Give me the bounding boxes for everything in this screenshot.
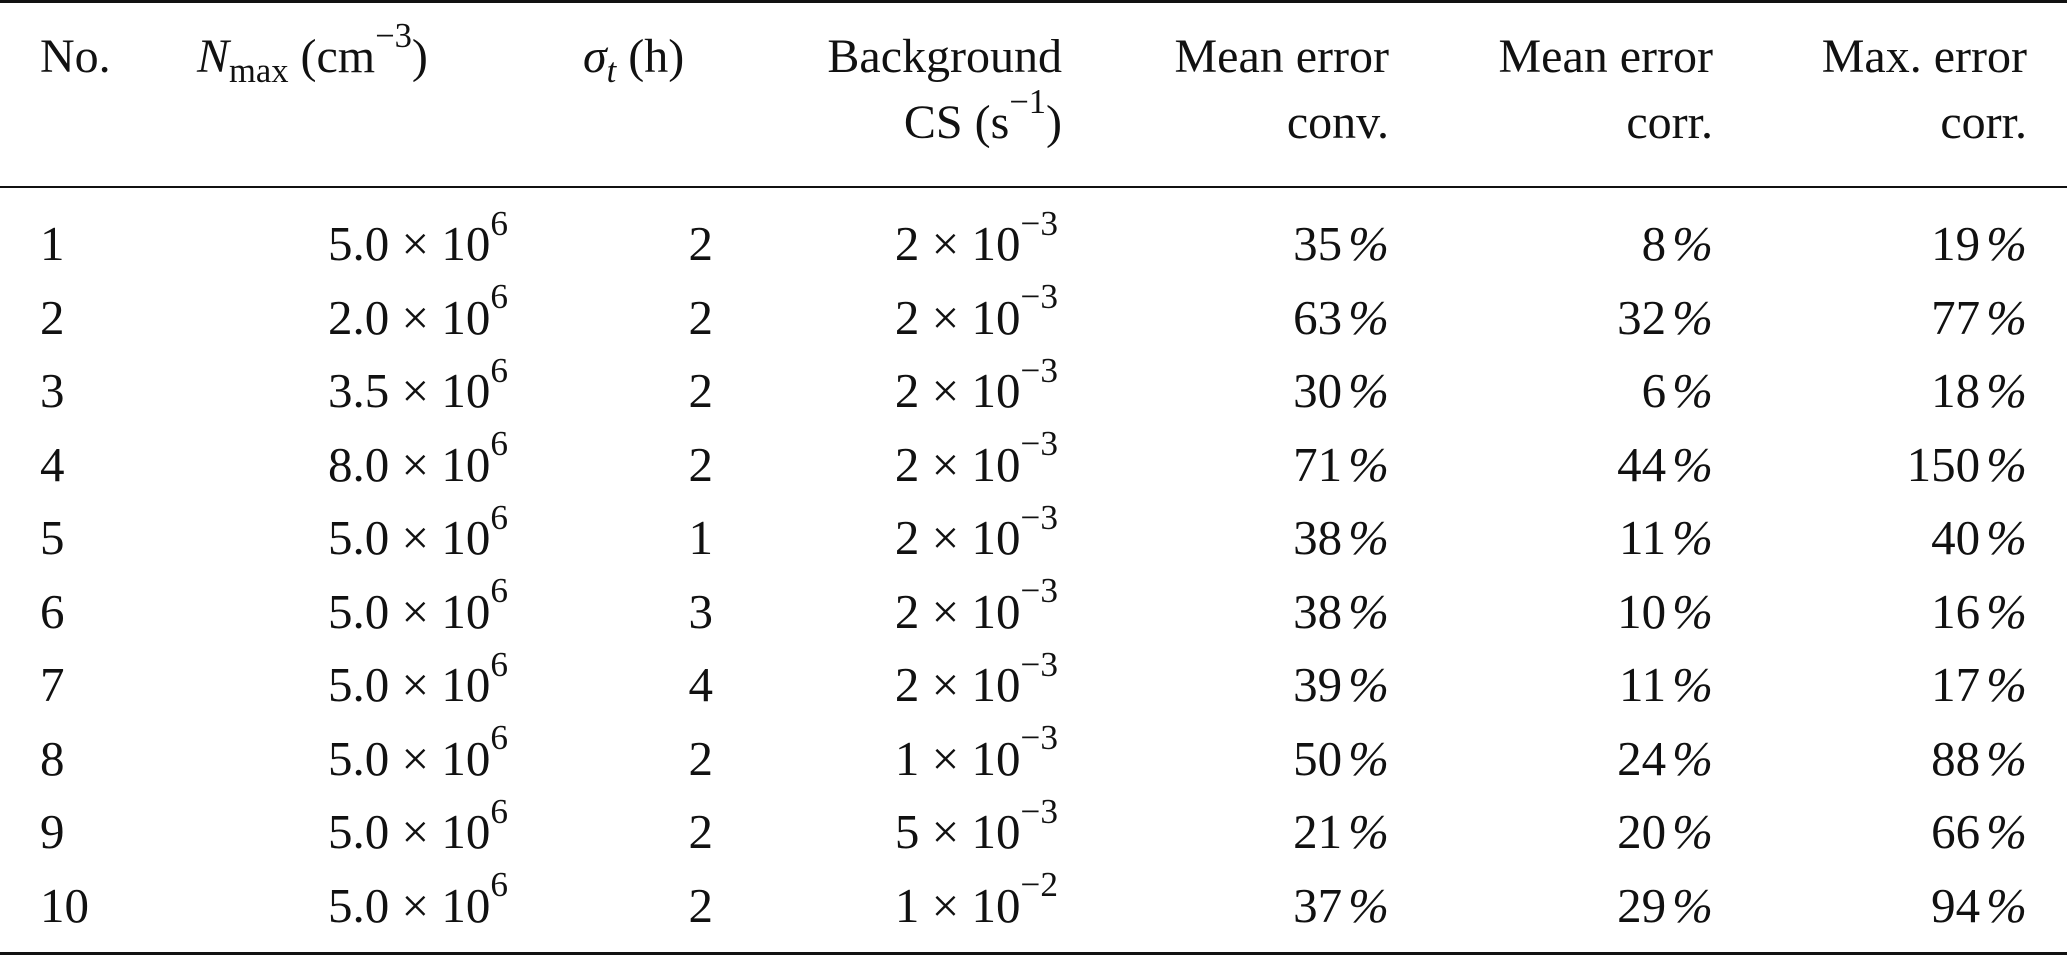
nmax-unit-post: ): [411, 30, 428, 83]
cell-mean-error-conv: [1293, 354, 1389, 427]
cell-max-error-corr: [1907, 428, 2027, 501]
cell-mean-corr-value: 20: [1617, 804, 1667, 859]
cell-nmax-mantissa: 5.0 × 10: [327, 730, 491, 786]
cell-bg-exponent: −3: [1020, 203, 1058, 243]
cell-no: 7: [40, 657, 65, 712]
cell-bg-mantissa: 1 × 10: [894, 877, 1021, 933]
cell-background-cs: [894, 644, 1058, 721]
cell-nmax-mantissa: 5.0 × 10: [327, 216, 491, 271]
cell-background-cs: [894, 350, 1058, 427]
cell-bg-exponent: −2: [1020, 865, 1058, 905]
header-background-cs: [827, 24, 1062, 156]
cell-nmax-mantissa: 2.0 × 10: [327, 289, 491, 345]
cell-nmax-mantissa: 5.0 × 10: [327, 877, 491, 933]
cell-mean-conv-value: 37: [1293, 877, 1343, 933]
nmax-symbol: N: [197, 30, 230, 83]
header-background-exponent: −1: [1009, 83, 1047, 122]
cell-nmax-mantissa: 3.5 × 10: [327, 363, 491, 418]
cell-nmax-exponent: 6: [490, 424, 508, 464]
percent-sign: %: [1672, 363, 1713, 418]
cell-max-error-corr: [1931, 354, 2027, 427]
percent-sign: %: [1348, 436, 1389, 492]
cell-sigma: 4: [688, 657, 713, 712]
cell-nmax-exponent: 6: [490, 350, 508, 390]
table-header: [0, 0, 2067, 186]
cell-max-error-corr: [1931, 648, 2027, 721]
percent-sign: %: [1986, 363, 2027, 418]
percent-sign: %: [1672, 216, 1713, 271]
percent-sign: %: [1348, 877, 1389, 933]
cell-mean-error-corr: [1617, 795, 1713, 868]
percent-sign: %: [1672, 804, 1713, 859]
cell-nmax-exponent: 6: [490, 497, 508, 537]
table-row: [0, 644, 2067, 721]
percent-sign: %: [1348, 804, 1389, 859]
cell-no: 1: [40, 216, 65, 271]
cell-sigma: 2: [688, 363, 713, 418]
cell-mean-error-corr: [1619, 648, 1713, 721]
cell-max-corr-value: 18: [1931, 363, 1981, 418]
cell-mean-corr-value: 24: [1617, 730, 1667, 786]
cell-max-error-corr: [1931, 869, 2027, 942]
cell-max-error-corr: [1931, 501, 2027, 574]
cell-bg-mantissa: 2 × 10: [894, 363, 1021, 418]
cell-nmax: [327, 644, 508, 721]
cell-bg-exponent: −3: [1020, 350, 1058, 390]
cell-mean-error-conv: [1293, 575, 1389, 648]
percent-sign: %: [1672, 657, 1713, 712]
table-row: [0, 571, 2067, 648]
percent-sign: %: [1348, 657, 1389, 712]
cell-bg-mantissa: 2 × 10: [894, 436, 1021, 492]
cell-background-cs: [894, 203, 1058, 280]
cell-no: 10: [40, 877, 89, 933]
cell-nmax-exponent: 6: [490, 203, 508, 243]
header-max-corr-line2: corr.: [1940, 96, 2027, 149]
cell-mean-corr-value: 11: [1618, 657, 1667, 712]
nmax-subscript: max: [229, 51, 289, 90]
sigma-subscript: t: [606, 51, 617, 90]
cell-nmax: [327, 424, 508, 501]
cell-max-corr-value: 16: [1931, 583, 1981, 639]
cell-bg-exponent: −3: [1020, 644, 1058, 684]
cell-bg-mantissa: 2 × 10: [894, 216, 1021, 271]
cell-bg-mantissa: 2 × 10: [894, 583, 1021, 639]
cell-max-error-corr: [1931, 207, 2027, 280]
cell-mean-conv-value: 38: [1293, 583, 1343, 639]
percent-sign: %: [1348, 363, 1389, 418]
header-mean-conv-line2: conv.: [1286, 96, 1389, 149]
cell-bg-exponent: −3: [1020, 497, 1058, 537]
cell-sigma: 1: [688, 510, 713, 565]
cell-sigma: 2: [688, 730, 713, 786]
cell-mean-conv-value: 39: [1293, 657, 1343, 712]
cell-bg-mantissa: 2 × 10: [894, 510, 1021, 565]
cell-mean-error-conv: [1293, 501, 1389, 574]
percent-sign: %: [1986, 804, 2027, 859]
cell-max-corr-value: 17: [1931, 657, 1981, 712]
cell-nmax-exponent: 6: [490, 644, 508, 684]
cell-mean-error-corr: [1617, 428, 1713, 501]
cell-nmax-exponent: 6: [490, 571, 508, 611]
cell-no: 4: [40, 436, 65, 492]
percent-sign: %: [1986, 510, 2027, 565]
nmax-unit-pre: (cm: [300, 30, 376, 83]
cell-max-corr-value: 94: [1931, 877, 1981, 933]
percent-sign: %: [1672, 730, 1713, 786]
percent-sign: %: [1672, 877, 1713, 933]
cell-max-error-corr: [1931, 281, 2027, 354]
cell-mean-conv-value: 30: [1293, 363, 1343, 418]
cell-max-corr-value: 150: [1906, 436, 1981, 492]
percent-sign: %: [1672, 436, 1713, 492]
cell-mean-corr-value: 10: [1617, 583, 1667, 639]
cell-background-cs: [894, 277, 1058, 354]
cell-mean-error-conv: [1293, 722, 1389, 795]
cell-sigma: 2: [688, 216, 713, 271]
table-row: [0, 203, 2067, 280]
percent-sign: %: [1986, 657, 2027, 712]
cell-max-error-corr: [1931, 575, 2027, 648]
header-nmax: [197, 17, 428, 90]
header-mean-corr-line2: corr.: [1626, 96, 1713, 149]
cell-bg-exponent: −3: [1020, 277, 1058, 317]
cell-max-error-corr: [1931, 722, 2027, 795]
percent-sign: %: [1672, 289, 1713, 345]
cell-nmax: [327, 571, 508, 648]
cell-mean-error-conv: [1293, 795, 1389, 868]
cell-no: 6: [40, 583, 65, 639]
cell-mean-corr-value: 32: [1617, 289, 1667, 345]
table-row: [0, 865, 2067, 942]
header-mean-error-corr: [1498, 24, 1713, 156]
percent-sign: %: [1986, 877, 2027, 933]
cell-sigma: 2: [688, 436, 713, 492]
cell-nmax-mantissa: 5.0 × 10: [327, 804, 491, 859]
cell-mean-conv-value: 35: [1293, 216, 1343, 271]
cell-bg-mantissa: 1 × 10: [894, 730, 1021, 786]
cell-mean-error-conv: [1293, 648, 1389, 721]
cell-bg-exponent: −3: [1020, 571, 1058, 611]
header-mean-error-conv: [1174, 24, 1389, 156]
cell-mean-corr-value: 8: [1641, 216, 1667, 271]
percent-sign: %: [1348, 730, 1389, 786]
header-max-error-corr: [1822, 24, 2027, 156]
cell-sigma: 2: [688, 877, 713, 933]
nmax-unit-exponent: −3: [375, 17, 412, 56]
cell-bg-mantissa: 2 × 10: [894, 657, 1021, 712]
cell-bg-exponent: −3: [1020, 424, 1058, 464]
cell-nmax-exponent: 6: [490, 791, 508, 831]
table-row: [0, 791, 2067, 868]
cell-background-cs: [894, 791, 1058, 868]
cell-mean-conv-value: 21: [1293, 804, 1343, 859]
table-row: [0, 350, 2067, 427]
cell-bg-mantissa: 5 × 10: [894, 804, 1021, 859]
cell-nmax-mantissa: 5.0 × 10: [327, 583, 491, 639]
cell-no: 2: [40, 289, 65, 345]
cell-nmax: [327, 865, 508, 942]
cell-mean-error-corr: [1617, 281, 1713, 354]
header-background-line2-post: ): [1046, 96, 1062, 149]
cell-max-corr-value: 40: [1931, 510, 1981, 565]
cell-bg-exponent: −3: [1020, 718, 1058, 758]
cell-background-cs: [894, 571, 1058, 648]
header-mean-conv-line1: Mean error: [1174, 30, 1389, 83]
header-max-corr-line1: Max. error: [1821, 30, 2027, 83]
cell-background-cs: [894, 718, 1058, 795]
cell-nmax-exponent: 6: [490, 865, 508, 905]
cell-max-corr-value: 19: [1931, 216, 1981, 271]
header-background-line1: Background: [827, 30, 1062, 83]
cell-mean-corr-value: 29: [1617, 877, 1667, 933]
cell-no: 5: [40, 510, 65, 565]
cell-mean-error-conv: [1293, 428, 1389, 501]
sigma-unit: (h): [628, 30, 685, 83]
table-row: [0, 424, 2067, 501]
cell-background-cs: [894, 497, 1058, 574]
cell-nmax-exponent: 6: [490, 718, 508, 758]
cell-background-cs: [894, 424, 1058, 501]
cell-mean-corr-value: 11: [1618, 510, 1667, 565]
cell-sigma: 2: [688, 289, 713, 345]
percent-sign: %: [1986, 216, 2027, 271]
percent-sign: %: [1672, 583, 1713, 639]
sigma-symbol: σ: [583, 30, 607, 83]
cell-sigma: 2: [688, 804, 713, 859]
cell-nmax-mantissa: 5.0 × 10: [327, 510, 491, 565]
cell-nmax: [327, 497, 508, 574]
table-row: [0, 718, 2067, 795]
header-background-line2-pre: CS (s: [903, 96, 1010, 149]
cell-mean-conv-value: 63: [1293, 289, 1343, 345]
header-no: No.: [40, 30, 111, 83]
cell-mean-error-corr: [1642, 354, 1713, 427]
cell-nmax: [327, 718, 508, 795]
percent-sign: %: [1348, 510, 1389, 565]
cell-sigma: 3: [688, 583, 713, 639]
table-bottom-rule: [0, 952, 2067, 955]
cell-nmax: [327, 791, 508, 868]
cell-mean-error-corr: [1617, 575, 1713, 648]
cell-mean-error-conv: [1293, 281, 1389, 354]
cell-nmax-exponent: 6: [490, 277, 508, 317]
cell-no: 9: [40, 804, 65, 859]
percent-sign: %: [1986, 436, 2027, 492]
cell-mean-error-conv: [1293, 207, 1389, 280]
percent-sign: %: [1348, 583, 1389, 639]
cell-max-corr-value: 77: [1931, 289, 1981, 345]
cell-mean-error-corr: [1619, 501, 1713, 574]
cell-max-corr-value: 88: [1931, 730, 1981, 786]
percent-sign: %: [1348, 289, 1389, 345]
cell-mean-conv-value: 71: [1293, 436, 1343, 492]
cell-mean-error-corr: [1642, 207, 1713, 280]
table-row: [0, 277, 2067, 354]
cell-nmax-mantissa: 8.0 × 10: [327, 436, 491, 492]
cell-mean-error-conv: [1293, 869, 1389, 942]
percent-sign: %: [1986, 583, 2027, 639]
cell-no: 8: [40, 730, 65, 786]
table-row: [0, 497, 2067, 574]
percent-sign: %: [1986, 730, 2027, 786]
percent-sign: %: [1986, 289, 2027, 345]
cell-nmax: [327, 277, 508, 354]
cell-background-cs: [894, 865, 1058, 942]
cell-nmax: [327, 350, 508, 427]
cell-mean-corr-value: 6: [1641, 363, 1667, 418]
cell-mean-conv-value: 50: [1293, 730, 1343, 786]
cell-nmax-mantissa: 5.0 × 10: [327, 657, 491, 712]
percent-sign: %: [1672, 510, 1713, 565]
cell-mean-conv-value: 38: [1293, 510, 1343, 565]
cell-nmax: [327, 203, 508, 280]
cell-bg-mantissa: 2 × 10: [894, 289, 1021, 345]
cell-max-corr-value: 66: [1931, 804, 1981, 859]
header-sigma: [583, 24, 684, 90]
cell-max-error-corr: [1931, 795, 2027, 868]
cell-bg-exponent: −3: [1020, 791, 1058, 831]
percent-sign: %: [1348, 216, 1389, 271]
table-header-rule: [0, 186, 2067, 188]
header-mean-corr-line1: Mean error: [1498, 30, 1713, 83]
cell-mean-error-corr: [1617, 869, 1713, 942]
cell-no: 3: [40, 363, 65, 418]
cell-mean-corr-value: 44: [1617, 436, 1667, 492]
cell-mean-error-corr: [1617, 722, 1713, 795]
